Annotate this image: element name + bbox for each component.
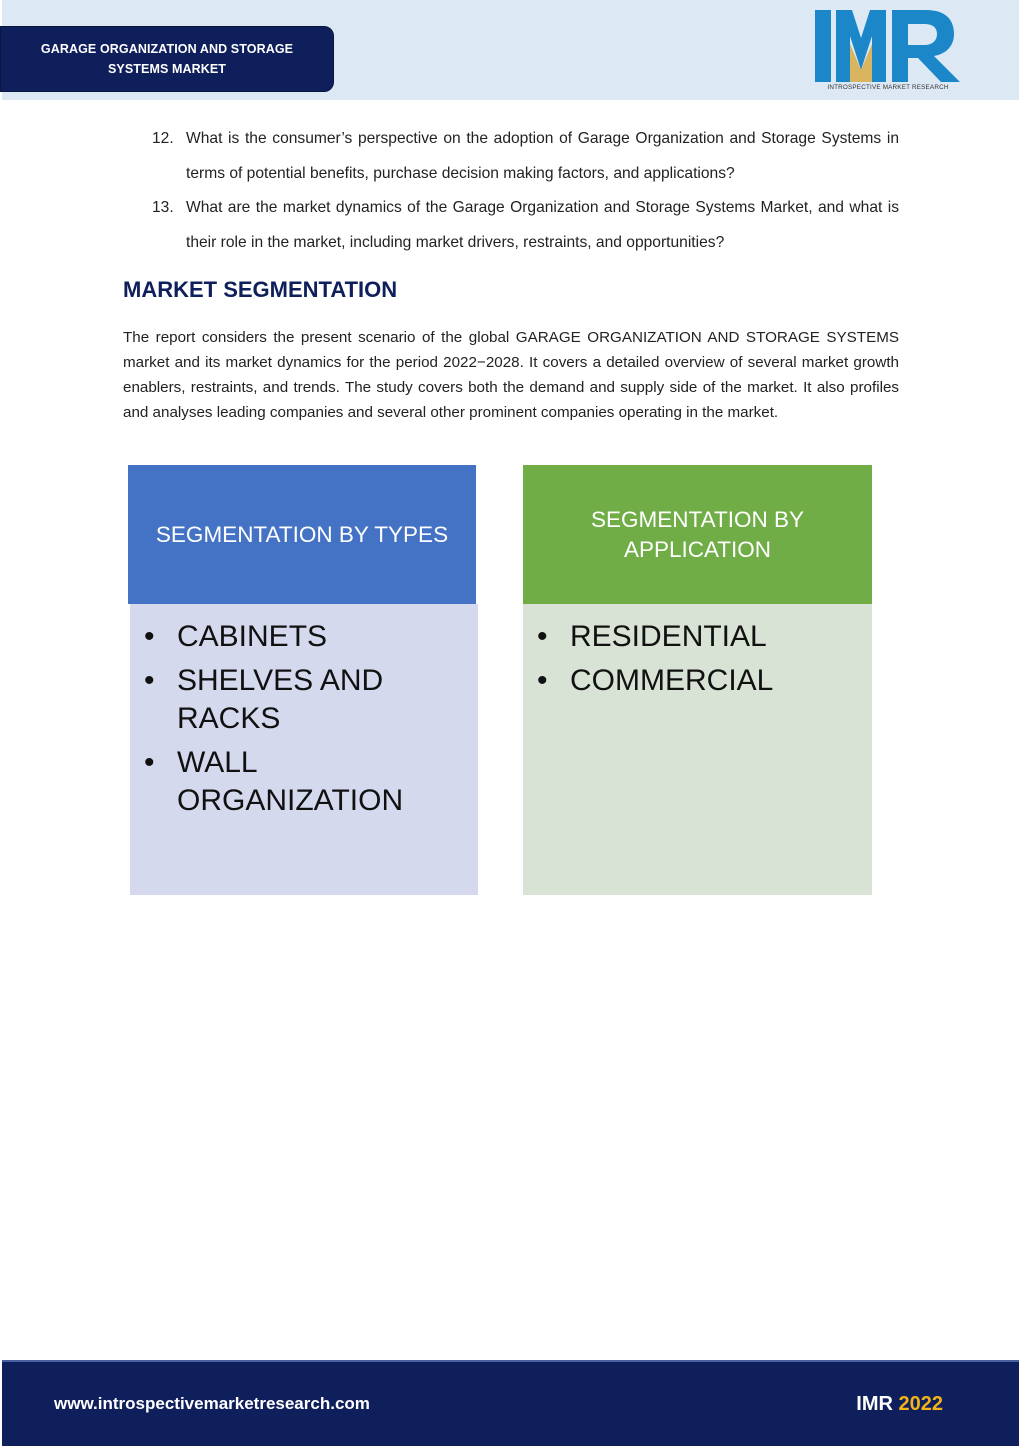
- report-title-badge: [0, 26, 334, 92]
- footer-brand-name: IMR: [856, 1393, 893, 1415]
- segment-type-item: CABINETS: [177, 620, 328, 653]
- segment-application-heading: [591, 505, 804, 565]
- list-item: [144, 618, 478, 656]
- segment-application-header: [523, 465, 872, 604]
- footer-brand: [856, 1393, 943, 1416]
- list-item-number: 13.: [152, 199, 174, 216]
- logo-letter-i: [815, 10, 831, 82]
- segment-application-item: RESIDENTIAL: [570, 620, 767, 653]
- section-intro-paragraph: The report considers the present scenario of the global GARAGE ORGANIZATION AND STORAGE SYSTEMS market and its market dynamics for the period 2022−2028. It covers a detailed overview of several market growth enablers, restraints, and trends. The study covers both the demand and supply side of the market. It also profiles and analyses leading companies and several other prominent companies operating in the market.: [123, 329, 899, 421]
- bullet-icon: •: [144, 664, 155, 697]
- segment-application-list: [523, 604, 872, 700]
- bullet-icon: •: [144, 746, 155, 779]
- list-item: [152, 122, 899, 191]
- list-item-text: What is the consumer’s perspective on the adoption of Garage Organization and Storage Systems in terms of potential benefits, purchase decision making factors, and applications?: [186, 130, 899, 182]
- list-item: [144, 662, 478, 738]
- segment-types-header: [128, 465, 476, 604]
- segment-types-heading: SEGMENTATION BY TYPES: [155, 521, 449, 547]
- list-item-text: What are the market dynamics of the Garage Organization and Storage Systems Market, and what is their role in the market, including market drivers, restraints, and opportunities?: [186, 199, 899, 251]
- segment-type-item: SHELVES AND RACKS: [177, 664, 384, 735]
- logo-caption: INTROSPECTIVE MARKET RESEARCH: [827, 84, 949, 91]
- list-item: [152, 191, 899, 260]
- bullet-icon: •: [144, 620, 155, 653]
- segment-types-panel: [130, 604, 478, 895]
- segment-application-panel: [523, 604, 872, 895]
- logo-letter-r: [892, 10, 960, 82]
- footer-year: 2022: [898, 1393, 943, 1415]
- list-item-number: 12.: [152, 130, 174, 147]
- segment-types-list: [130, 604, 478, 820]
- bullet-icon: •: [537, 664, 548, 697]
- segment-application-heading-line2: APPLICATION: [623, 536, 772, 562]
- segment-application-item: COMMERCIAL: [570, 664, 774, 697]
- section-heading: MARKET SEGMENTATION: [123, 277, 398, 302]
- page-footer: [2, 1360, 1019, 1446]
- questions-list: [152, 122, 899, 260]
- segment-type-item: WALL ORGANIZATION: [177, 746, 404, 817]
- footer-website-link[interactable]: www.introspectivemarketresearch.com: [54, 1394, 370, 1413]
- report-title-line1: GARAGE ORGANIZATION AND STORAGE: [40, 42, 294, 56]
- list-item: [537, 662, 872, 700]
- report-title-line2: SYSTEMS MARKET: [107, 62, 227, 76]
- list-item: [537, 618, 872, 656]
- list-item: [144, 744, 478, 820]
- segment-application-heading-line1: SEGMENTATION BY: [591, 506, 804, 532]
- bullet-icon: •: [537, 620, 548, 653]
